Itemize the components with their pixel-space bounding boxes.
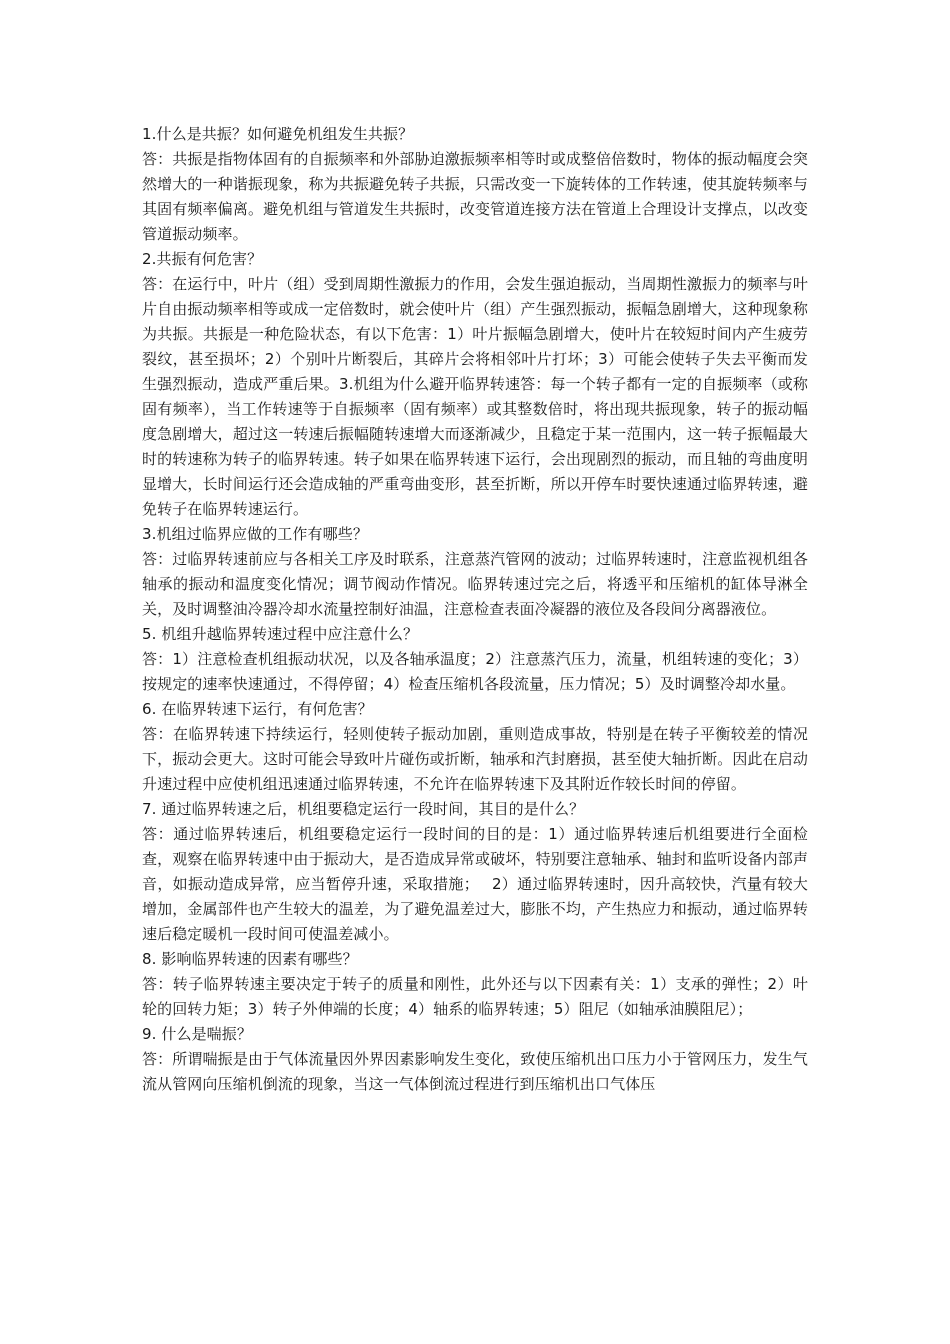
answer-1: 答：共振是指物体固有的自振频率和外部胁迫激振频率相等时或成整倍倍数时，物体的振动幅度会突然增大的一种谐振现象，称为共振避免转子共振，只需改变一下旋转体的工作转速，使其旋转频率与其固有频率偏离。避免机组与管道发生共振时，改变管道连接方法在管道上合理设计支撑点，以改变管道振动频率。 <box>142 150 808 243</box>
answer-7: 答：通过临界转速后，机组要稳定运行一段时间的目的是：1）通过临界转速后机组要进行全面检查，观察在临界转速中由于振动大，是否造成异常或破坏，特别要注意轴承、轴封和监听设备内部声音，如振动造成异常，应当暂停升速，采取措施； 2）通过临界转速时，因升高较快，汽量有较大增加，金属部件也产生较大的温差，为了避免温差过大，膨胀不均，产生热应力和振动，通过临界转速后稳定暖机一段时间可使温差减小。 <box>142 825 808 943</box>
question-9: 9. 什么是喘振？ <box>142 1025 252 1043</box>
question-1: 1.什么是共振？如何避免机组发生共振？ <box>142 125 414 143</box>
answer-8: 答：转子临界转速主要决定于转子的质量和刚性，此外还与以下因素有关：1）支承的弹性；2）叶轮的回转力矩；3）转子外伸端的长度；4）轴系的临界转速；5）阻尼（如轴承油膜阻尼）； <box>142 975 808 1018</box>
question-2: 2.共振有何危害？ <box>142 250 263 268</box>
question-7: 7. 通过临界转速之后，机组要稳定运行一段时间，其目的是什么？ <box>142 800 585 818</box>
question-5: 5. 机组升越临界转速过程中应注意什么？ <box>142 625 419 643</box>
question-3: 3.机组过临界应做的工作有哪些？ <box>142 525 368 543</box>
answer-5: 答：1）注意检查机组振动状况，以及各轴承温度；2）注意蒸汽压力，流量，机组转速的变化；3）按规定的速率快速通过，不得停留；4）检查压缩机各段流量，压力情况；5）及时调整冷却水量。 <box>142 650 808 693</box>
answer-3: 答：过临界转速前应与各相关工序及时联系，注意蒸汽管网的波动；过临界转速时，注意监视机组各轴承的振动和温度变化情况；调节阀动作情况。临界转速过完之后，将透平和压缩机的缸体导淋全关，及时调整油冷器冷却水流量控制好油温，注意检查表面冷凝器的液位及各段间分离器液位。 <box>142 550 808 618</box>
question-8: 8. 影响临界转速的因素有哪些？ <box>142 950 358 968</box>
answer-2: 答：在运行中，叶片（组）受到周期性激振力的作用，会发生强迫振动，当周期性激振力的频率与叶片自由振动频率相等或成一定倍数时，就会使叶片（组）产生强烈振动，振幅急剧增大，这种现象称为共振。共振是一种危险状态，有以下危害：1）叶片振幅急剧增大，使叶片在较短时间内产生疲劳裂纹，甚至损坏；2）个别叶片断裂后，其碎片会将相邻叶片打坏；3）可能会使转子失去平衡而发生强烈振动，造成严重后果。3.机组为什么避开临界转速答：每一个转子都有一定的自振频率（或称固有频率），当工作转速等于自振频率（固有频率）或其整数倍时，将出现共振现象，转子的振动幅度急剧增大，超过这一转速后振幅随转速增大而逐渐减少，且稳定于某一范围内，这一转子振幅最大时的转速称为转子的临界转速。转子如果在临界转速下运行，会出现剧烈的振动，而且轴的弯曲度明显增大，长时间运行还会造成轴的严重弯曲变形，甚至折断，所以开停车时要快速通过临界转速，避免转子在临界转速运行。 <box>142 275 808 518</box>
question-6: 6. 在临界转速下运行，有何危害？ <box>142 700 373 718</box>
answer-9: 答：所谓喘振是由于气体流量因外界因素影响发生变化，致使压缩机出口压力小于管网压力，发生气流从管网向压缩机倒流的现象，当这一气体倒流过程进行到压缩机出口气体压 <box>142 1050 808 1093</box>
document-body <box>142 122 808 1097</box>
answer-6: 答：在临界转速下持续运行，轻则使转子振动加剧，重则造成事故，特别是在转子平衡较差的情况下，振动会更大。这时可能会导致叶片碰伤或折断，轴承和汽封磨损，甚至使大轴折断。因此在启动升速过程中应使机组迅速通过临界转速，不允许在临界转速下及其附近作较长时间的停留。 <box>142 725 808 793</box>
